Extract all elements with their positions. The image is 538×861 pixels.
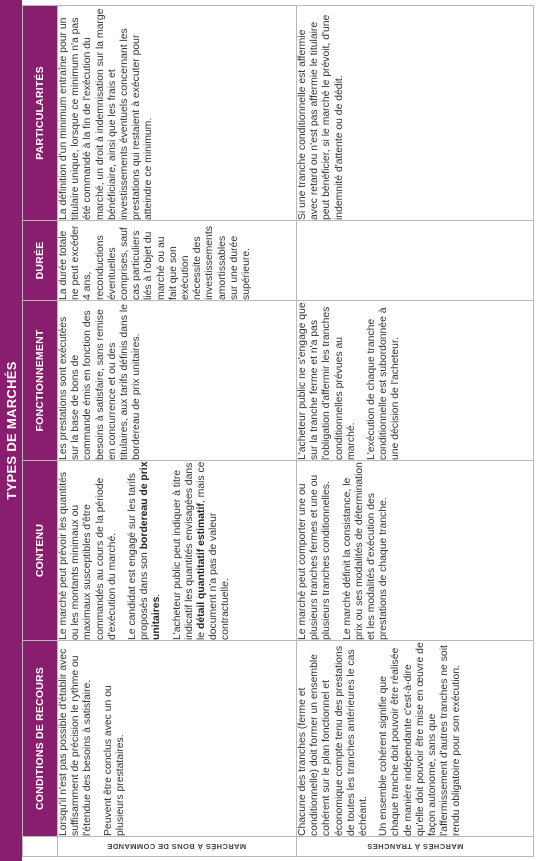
bons-conditions-p1: Lorsqu'il n'est pas possible d'établir avec suffisamment de précision le rythme ou l'étendue des besoins à satisfaire. — [58, 648, 94, 836]
table-row-bons — [58, 6, 297, 857]
header-contenu: CONTENU — [23, 461, 58, 641]
bons-contenu-p2-post: . — [151, 593, 163, 597]
tranches-fonctionnement-p1: L'acheteur public ne s'engage que sur la tranche ferme et n'a pas l'obligation d'affermir les tranches conditionnelles prévues au marché. — [297, 302, 357, 460]
bons-contenu-p3-post: , mais ce document n'a pas de valeur contractuelle. — [196, 461, 232, 640]
types-de-marches-banner: TYPES DE MARCHÉS — [0, 0, 22, 861]
header-row — [23, 6, 58, 857]
bons-particularites-p1: La définition d'un minimum entraîne pour un titulaire unique, lorsque ce minimum n'a pas été commandé à la fin de l'exécution du marché, un droit à indemnisation sur la marge bénéficiaire, ainsi que les frais et investissements éventuels concernant les prestations qui restaient à exécuter pour atteindre ce minimum. — [58, 8, 155, 220]
header-conditions: CONDITIONS DE RECOURS — [23, 641, 58, 837]
row-label-tranches — [297, 837, 534, 857]
bons-contenu-p3-bold: détail quantitatif estimatif — [196, 503, 208, 630]
tranches-conditions-p2: Un ensemble cohérent signifie que chaque tranche doit pouvoir être réalisée de manière indépendante c'est-à-dire qu'elle doit pouvoir être mise en œuvre de façon autonome, sans que l'affermissement d'autres tranches ne soit rendu obligatoire pour son exécution. — [378, 642, 463, 836]
header-fonctionnement: FONCTIONNEMENT — [23, 301, 58, 461]
row-label-bons-text: MARCHÉS À BONS DE COMMANDE — [107, 842, 247, 851]
tranches-contenu-cell — [297, 461, 534, 641]
bons-particularites-cell — [58, 6, 297, 221]
tranches-conditions-cell — [297, 641, 534, 837]
bons-contenu-p1: Le marché peut prévoir les quantités ou les montants minimaux ou maximaux susceptibles d'être commandés au cours de la période d'exécution du marché. — [58, 471, 118, 640]
header-corner — [23, 837, 58, 857]
table-row-tranches — [297, 6, 534, 857]
tranches-contenu-p2: Le marché définit la consistance, le prix ou ses modalités de détermination et les modalités d'exécution des prestations de chaque tranche. — [341, 462, 390, 640]
tranches-particularites-p1: Si une tranche conditionnelle est affermie avec retard ou n'est pas affermie le titulaire peut bénéficier, si le marché le prévoit, d'une indemnité d'attente ou de dédit. — [297, 14, 345, 220]
row-label-tranches-text: MARCHÉS À TRANCHES — [366, 842, 464, 851]
bons-contenu-p2-bold: bordereau de prix unitaires — [139, 461, 163, 640]
bons-conditions-p2: Peuvent être conclus avec un ou plusieurs prestataires. — [102, 685, 126, 836]
bons-fonctionnement-cell — [58, 301, 297, 461]
tranches-fonctionnement-p2: L'exécution de chaque tranche conditionnelle est subordonnée à une décision de l'acheteur. — [366, 307, 402, 460]
bons-fonctionnement-p1: Les prestations sont exécutées sur la base de bons de commande émis en fonction des besoins à satisfaire, sans remise en concurrence et ou des titulaires, aux tarifs définis dans le bordereau de prix unitaires. — [58, 304, 143, 460]
row-label-bons — [58, 837, 297, 857]
bons-contenu-p3-pre: L'acheteur public peut indiquer à titre indicatif les quantités envisagées dans le — [171, 462, 208, 640]
tranches-duree-cell — [297, 221, 534, 301]
tranches-particularites-cell — [297, 6, 534, 221]
tranches-fonctionnement-cell — [297, 301, 534, 461]
header-particularites: PARTICULARITÉS — [23, 6, 58, 221]
bons-conditions-cell — [58, 641, 297, 837]
tranches-conditions-p1: Chacune des tranches (ferme et conditionnelle) doit former un ensemble cohérent sur le plan fonctionnel et économique compte tenu des prestations de toutes les tranches antérieures le cas échéant. — [297, 645, 370, 836]
bons-duree-cell — [58, 221, 297, 301]
bons-contenu-p2 — [127, 461, 164, 640]
bons-contenu-cell — [58, 461, 297, 641]
tranches-contenu-p1: Le marché peut comporter une ou plusieurs tranches fermes et une ou plusieurs tranches conditionnelles. — [297, 474, 333, 640]
bons-contenu-p2-pre: Le candidat est engagé sur les tarifs proposés dans son — [127, 473, 151, 640]
bons-contenu-p3 — [172, 461, 233, 640]
header-duree: DURÉE — [23, 221, 58, 301]
bons-duree-p1: La durée totale ne peut excéder 4 ans, reconductions éventuelles comprises, sauf cas particuliers liés à l'objet du marché ou au fait que son exécution nécessite des investissements amortissables sur une durée supérieure. — [58, 225, 253, 300]
comparison-table — [22, 5, 534, 857]
